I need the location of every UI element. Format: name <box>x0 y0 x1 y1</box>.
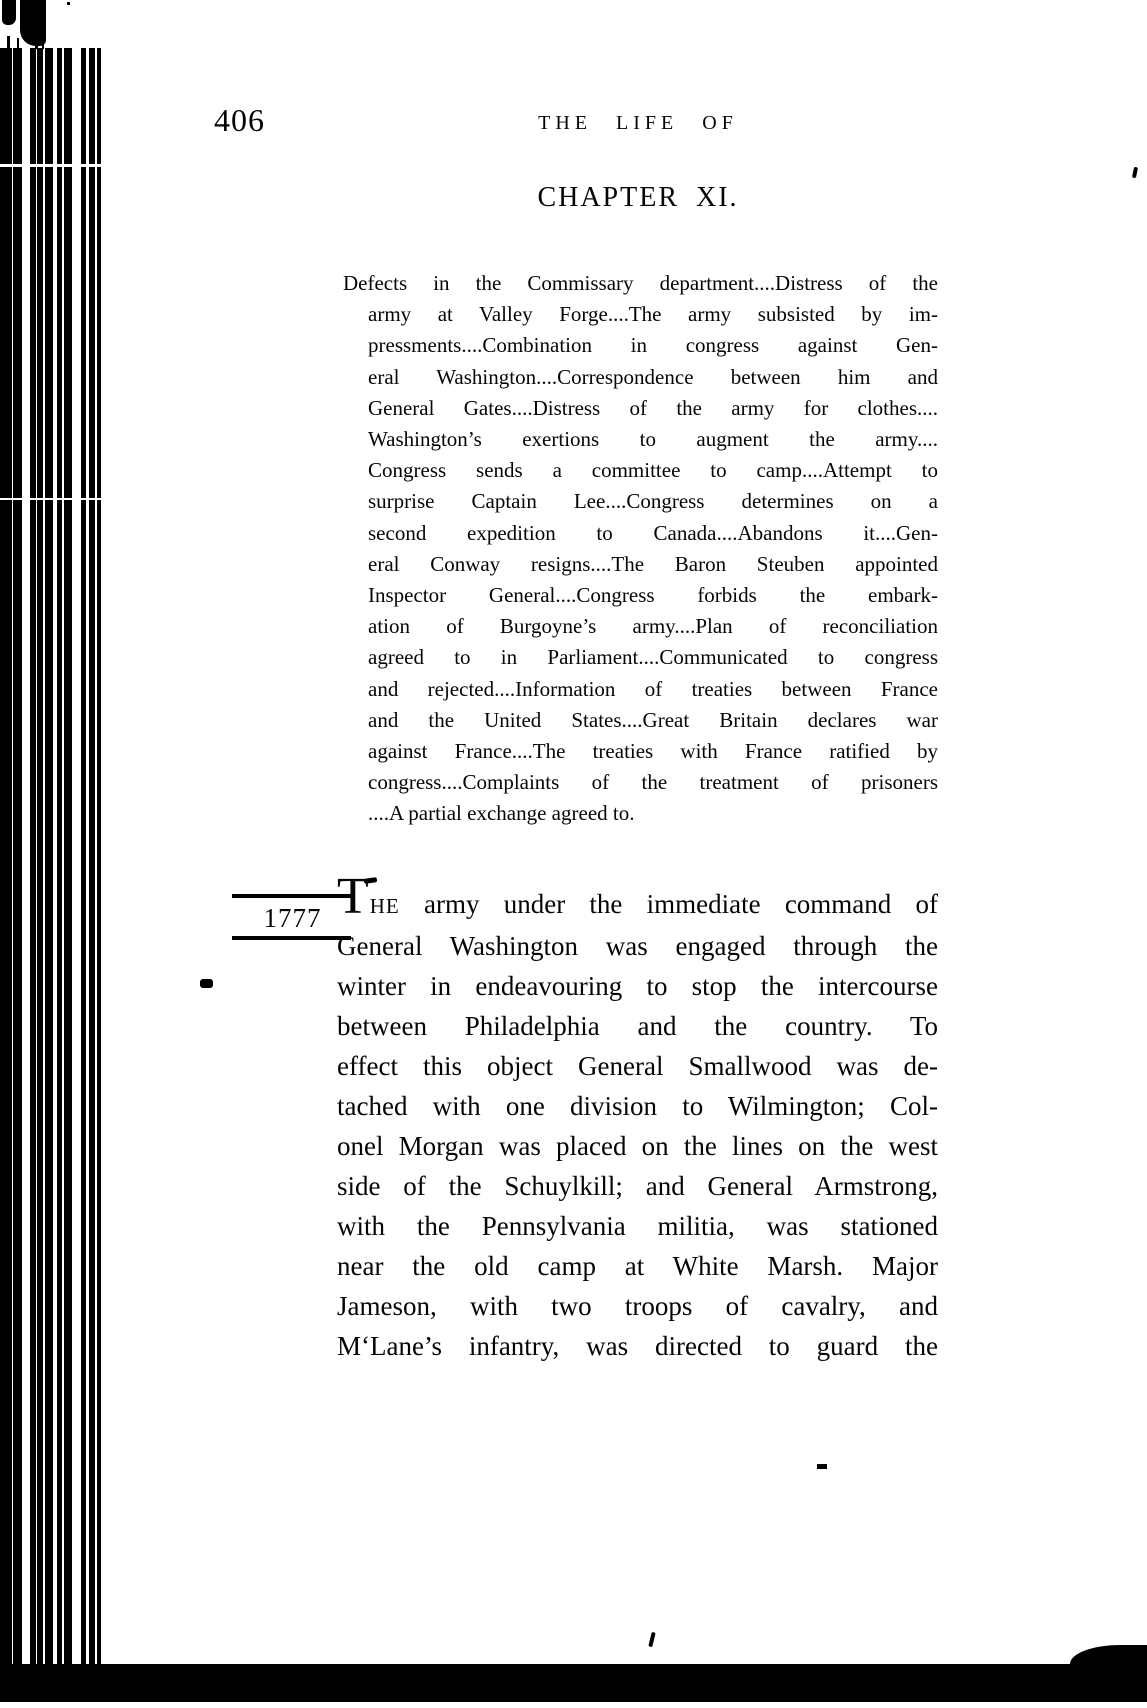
body-line: with the Pennsylvania militia, was stationed <box>337 1211 938 1241</box>
summary-line: second expedition to Canada....Abandons it....Gen- <box>368 520 938 545</box>
ink-speck <box>200 979 213 988</box>
chapter-summary <box>343 268 938 830</box>
body-line: onel Morgan was placed on the lines on the west <box>337 1131 938 1161</box>
drop-cap-initial: T <box>337 868 370 925</box>
scan-artifact-tick <box>17 38 19 49</box>
body-paragraph <box>337 868 939 1366</box>
body-line: effect this object General Smallwood was de- <box>337 1051 938 1081</box>
scan-artifact-tick <box>7 36 10 49</box>
scan-artifact-tick <box>35 38 38 49</box>
ink-speck <box>817 1464 827 1469</box>
body-lines <box>337 926 938 1366</box>
summary-line: and rejected....Information of treaties between France <box>368 676 938 701</box>
scan-artifact-band-break <box>0 498 101 500</box>
summary-line: eral Washington....Correspondence between him and <box>368 364 938 389</box>
page-number: 406 <box>214 102 265 138</box>
body-first-line <box>337 868 939 926</box>
margin-year: 1777 <box>263 903 322 933</box>
summary-line: Congress sends a committee to camp....Attempt to <box>368 458 938 483</box>
body-first-line-rest: army under the immediate command of <box>424 889 939 919</box>
body-line: tached with one division to Wilmington; Col- <box>337 1091 938 1121</box>
scan-artifact-gutter-band <box>0 48 101 1702</box>
summary-line: ation of Burgoyne’s army....Plan of reconciliation <box>368 614 938 639</box>
body-line: between Philadelphia and the country. To <box>337 1011 938 1041</box>
running-header: THE LIFE OF <box>538 112 738 134</box>
summary-line: Defects in the Commissary department....Distress of the <box>343 271 938 295</box>
ink-speck <box>648 1632 656 1648</box>
scan-artifact-band-break <box>0 164 101 167</box>
scan-artifact-corner-blob <box>2 0 16 25</box>
summary-line: Inspector General....Congress forbids the embark- <box>368 583 938 608</box>
summary-line: army at Valley Forge....The army subsisted by im- <box>368 302 938 327</box>
summary-line: eral Conway resigns....The Baron Steuben appointed <box>368 551 938 576</box>
body-line: Jameson, with two troops of cavalry, and <box>337 1291 938 1321</box>
summary-line: pressments....Combination in congress against Gen- <box>368 333 938 358</box>
body-line: side of the Schuylkill; and General Armstrong, <box>337 1171 938 1201</box>
summary-line: ....A partial exchange agreed to. <box>368 801 635 826</box>
chapter-heading: CHAPTER XI. <box>537 182 739 213</box>
summary-line: agreed to in Parliament....Communicated to congress <box>368 645 938 670</box>
summary-line: congress....Complaints of the treatment of prisoners <box>368 770 938 795</box>
summary-line: surprise Captain Lee....Congress determines on a <box>368 489 938 514</box>
small-caps: HE <box>369 894 400 918</box>
summary-line: Washington’s exertions to augment the army.... <box>368 427 938 452</box>
summary-line: against France....The treaties with France ratified by <box>368 739 938 764</box>
margin-year-note <box>232 894 353 940</box>
summary-line: General Gates....Distress of the army for clothes.... <box>368 395 938 420</box>
ink-speck <box>67 2 70 5</box>
margin-rule-bottom <box>232 936 351 940</box>
scan-artifact-bottom-bar <box>0 1664 1147 1702</box>
body-line: General Washington was engaged through the <box>337 931 938 961</box>
scan-artifact-tick <box>42 40 44 49</box>
body-line: winter in endeavouring to stop the intercourse <box>337 971 938 1001</box>
ink-speck <box>1132 167 1138 179</box>
body-line: near the old camp at White Marsh. Major <box>337 1251 938 1281</box>
summary-line: and the United States....Great Britain declares war <box>368 707 938 732</box>
body-line: M‘Lane’s infantry, was directed to guard the <box>337 1331 938 1361</box>
